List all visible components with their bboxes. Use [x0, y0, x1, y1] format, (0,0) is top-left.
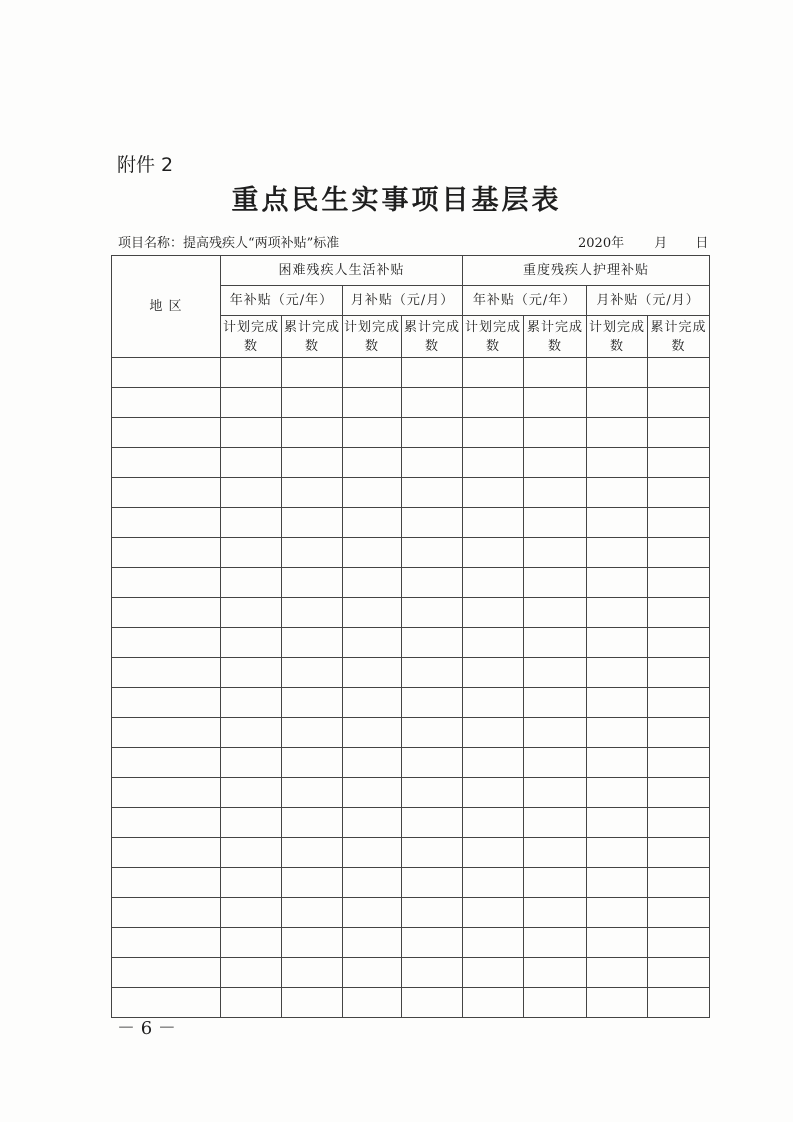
value-cell: [524, 448, 587, 478]
value-cell: [343, 778, 402, 808]
value-cell: [282, 808, 343, 838]
value-cell: [343, 958, 402, 988]
value-cell: [587, 898, 648, 928]
value-cell: [587, 628, 648, 658]
report-date: [578, 232, 708, 251]
value-cell: [282, 478, 343, 508]
value-cell: [524, 898, 587, 928]
table-row: [112, 628, 710, 658]
value-cell: [524, 508, 587, 538]
column-header: 累计完成数: [402, 316, 463, 358]
region-cell: [112, 748, 221, 778]
value-cell: [343, 838, 402, 868]
value-cell: [463, 928, 524, 958]
value-cell: [282, 358, 343, 388]
value-cell: [587, 928, 648, 958]
value-cell: [648, 718, 710, 748]
value-cell: [587, 358, 648, 388]
table-row: [112, 358, 710, 388]
value-cell: [463, 418, 524, 448]
value-cell: [221, 838, 282, 868]
value-cell: [282, 838, 343, 868]
value-cell: [343, 598, 402, 628]
table-row: [112, 838, 710, 868]
value-cell: [648, 928, 710, 958]
value-cell: [343, 538, 402, 568]
value-cell: [402, 838, 463, 868]
value-cell: [282, 508, 343, 538]
value-cell: [343, 478, 402, 508]
value-cell: [463, 388, 524, 418]
value-cell: [402, 448, 463, 478]
value-cell: [402, 868, 463, 898]
table-row: [112, 898, 710, 928]
value-cell: [524, 838, 587, 868]
column-header: 累计完成数: [524, 316, 587, 358]
table-row: [112, 508, 710, 538]
value-cell: [221, 388, 282, 418]
value-cell: [221, 508, 282, 538]
value-cell: [221, 448, 282, 478]
table-row: [112, 688, 710, 718]
value-cell: [402, 688, 463, 718]
value-cell: [648, 868, 710, 898]
column-header: 计划完成数: [221, 316, 282, 358]
value-cell: [587, 658, 648, 688]
value-cell: [343, 748, 402, 778]
value-cell: [282, 388, 343, 418]
table-row: [112, 418, 710, 448]
table-row: [112, 538, 710, 568]
value-cell: [402, 928, 463, 958]
value-cell: [648, 748, 710, 778]
value-cell: [648, 898, 710, 928]
region-cell: [112, 778, 221, 808]
table-row: [112, 808, 710, 838]
value-cell: [402, 748, 463, 778]
table-row: [112, 958, 710, 988]
value-cell: [524, 628, 587, 658]
date-year: 2020年: [578, 236, 625, 251]
value-cell: [343, 658, 402, 688]
region-cell: [112, 868, 221, 898]
value-cell: [587, 748, 648, 778]
region-cell: [112, 598, 221, 628]
value-cell: [463, 958, 524, 988]
value-cell: [524, 718, 587, 748]
value-cell: [524, 418, 587, 448]
value-cell: [221, 748, 282, 778]
value-cell: [587, 598, 648, 628]
value-cell: [343, 718, 402, 748]
value-cell: [402, 358, 463, 388]
value-cell: [343, 808, 402, 838]
region-cell: [112, 388, 221, 418]
value-cell: [343, 928, 402, 958]
value-cell: [463, 718, 524, 748]
value-cell: [343, 508, 402, 538]
value-cell: [524, 598, 587, 628]
value-cell: [648, 658, 710, 688]
value-cell: [343, 388, 402, 418]
value-cell: [524, 748, 587, 778]
value-cell: [587, 718, 648, 748]
value-cell: [524, 988, 587, 1018]
region-cell: [112, 838, 221, 868]
value-cell: [282, 748, 343, 778]
value-cell: [282, 988, 343, 1018]
value-cell: [463, 838, 524, 868]
value-cell: [221, 928, 282, 958]
value-cell: [343, 568, 402, 598]
value-cell: [282, 568, 343, 598]
value-cell: [648, 388, 710, 418]
value-cell: [463, 808, 524, 838]
column-header: 累计完成数: [282, 316, 343, 358]
region-cell: [112, 538, 221, 568]
value-cell: [648, 688, 710, 718]
value-cell: [648, 508, 710, 538]
value-cell: [343, 448, 402, 478]
value-cell: [463, 898, 524, 928]
value-cell: [282, 718, 343, 748]
value-cell: [402, 718, 463, 748]
project-name: 项目名称：提高残疾人“两项补贴”标准: [118, 236, 340, 251]
column-header: 计划完成数: [587, 316, 648, 358]
value-cell: [463, 478, 524, 508]
region-cell: [112, 508, 221, 538]
value-cell: [402, 508, 463, 538]
column-header: 累计完成数: [648, 316, 710, 358]
value-cell: [524, 928, 587, 958]
subgroup-header: 月补贴（元/月）: [587, 286, 710, 316]
value-cell: [282, 448, 343, 478]
value-cell: [648, 418, 710, 448]
value-cell: [221, 568, 282, 598]
value-cell: [463, 568, 524, 598]
table-row: [112, 448, 710, 478]
value-cell: [587, 958, 648, 988]
table-row: [112, 658, 710, 688]
value-cell: [587, 808, 648, 838]
table-row: [112, 868, 710, 898]
value-cell: [524, 808, 587, 838]
value-cell: [524, 868, 587, 898]
value-cell: [282, 928, 343, 958]
value-cell: [282, 418, 343, 448]
report-table: [111, 255, 710, 1018]
column-header: 计划完成数: [463, 316, 524, 358]
group-header: 重度残疾人护理补贴: [463, 256, 710, 286]
table-row: [112, 718, 710, 748]
region-cell: [112, 628, 221, 658]
value-cell: [343, 898, 402, 928]
value-cell: [524, 778, 587, 808]
table-row: [112, 388, 710, 418]
value-cell: [587, 688, 648, 718]
value-cell: [221, 538, 282, 568]
value-cell: [221, 628, 282, 658]
value-cell: [463, 868, 524, 898]
value-cell: [463, 658, 524, 688]
value-cell: [463, 628, 524, 658]
value-cell: [221, 688, 282, 718]
subgroup-header: 年补贴（元/年）: [221, 286, 343, 316]
value-cell: [463, 988, 524, 1018]
region-cell: [112, 958, 221, 988]
region-cell: [112, 718, 221, 748]
region-cell: [112, 808, 221, 838]
value-cell: [343, 628, 402, 658]
value-cell: [343, 358, 402, 388]
region-cell: [112, 418, 221, 448]
value-cell: [524, 358, 587, 388]
table-row: [112, 928, 710, 958]
value-cell: [402, 538, 463, 568]
value-cell: [648, 808, 710, 838]
value-cell: [587, 418, 648, 448]
value-cell: [648, 598, 710, 628]
value-cell: [463, 448, 524, 478]
value-cell: [402, 478, 463, 508]
value-cell: [587, 388, 648, 418]
region-cell: [112, 928, 221, 958]
attachment-label: 附件 2: [117, 154, 174, 176]
region-cell: [112, 568, 221, 598]
value-cell: [221, 958, 282, 988]
value-cell: [221, 418, 282, 448]
value-cell: [524, 688, 587, 718]
value-cell: [524, 568, 587, 598]
region-cell: [112, 898, 221, 928]
value-cell: [343, 418, 402, 448]
value-cell: [221, 478, 282, 508]
value-cell: [402, 808, 463, 838]
value-cell: [221, 868, 282, 898]
value-cell: [648, 358, 710, 388]
value-cell: [282, 898, 343, 928]
value-cell: [343, 868, 402, 898]
region-cell: [112, 448, 221, 478]
value-cell: [463, 538, 524, 568]
value-cell: [402, 568, 463, 598]
value-cell: [463, 688, 524, 718]
region-cell: [112, 688, 221, 718]
value-cell: [221, 808, 282, 838]
value-cell: [524, 958, 587, 988]
value-cell: [221, 598, 282, 628]
value-cell: [524, 388, 587, 418]
date-day: 日: [695, 236, 709, 251]
value-cell: [463, 598, 524, 628]
value-cell: [282, 658, 343, 688]
table-row: [112, 568, 710, 598]
value-cell: [282, 538, 343, 568]
value-cell: [648, 448, 710, 478]
value-cell: [463, 508, 524, 538]
page-number: － 6 －: [117, 1018, 176, 1039]
value-cell: [463, 358, 524, 388]
value-cell: [524, 658, 587, 688]
region-cell: [112, 358, 221, 388]
value-cell: [648, 628, 710, 658]
value-cell: [343, 988, 402, 1018]
value-cell: [282, 628, 343, 658]
value-cell: [402, 778, 463, 808]
value-cell: [524, 538, 587, 568]
value-cell: [648, 538, 710, 568]
value-cell: [402, 598, 463, 628]
value-cell: [402, 418, 463, 448]
table-row: [112, 988, 710, 1018]
table-row: [112, 778, 710, 808]
value-cell: [587, 988, 648, 1018]
value-cell: [221, 988, 282, 1018]
value-cell: [587, 868, 648, 898]
group-header: 困难残疾人生活补贴: [221, 256, 463, 286]
value-cell: [587, 448, 648, 478]
value-cell: [463, 778, 524, 808]
value-cell: [221, 718, 282, 748]
value-cell: [587, 508, 648, 538]
value-cell: [402, 388, 463, 418]
value-cell: [463, 748, 524, 778]
value-cell: [648, 778, 710, 808]
value-cell: [587, 538, 648, 568]
value-cell: [402, 658, 463, 688]
value-cell: [402, 628, 463, 658]
region-cell: [112, 478, 221, 508]
value-cell: [587, 838, 648, 868]
value-cell: [587, 778, 648, 808]
table-row: [112, 598, 710, 628]
value-cell: [648, 478, 710, 508]
region-cell: [112, 988, 221, 1018]
value-cell: [402, 958, 463, 988]
table-row: [112, 748, 710, 778]
value-cell: [282, 688, 343, 718]
table-row: [112, 478, 710, 508]
region-cell: [112, 658, 221, 688]
value-cell: [282, 598, 343, 628]
value-cell: [282, 868, 343, 898]
date-month: 月: [654, 236, 668, 251]
value-cell: [648, 838, 710, 868]
value-cell: [587, 478, 648, 508]
value-cell: [524, 478, 587, 508]
page-title: 重点民生实事项目基层表: [231, 185, 562, 216]
value-cell: [343, 688, 402, 718]
value-cell: [221, 898, 282, 928]
value-cell: [221, 358, 282, 388]
value-cell: [402, 898, 463, 928]
value-cell: [587, 568, 648, 598]
value-cell: [282, 958, 343, 988]
value-cell: [648, 568, 710, 598]
value-cell: [648, 988, 710, 1018]
value-cell: [402, 988, 463, 1018]
subgroup-header: 年补贴（元/年）: [463, 286, 587, 316]
value-cell: [648, 958, 710, 988]
subgroup-header: 月补贴（元/月）: [343, 286, 463, 316]
value-cell: [282, 778, 343, 808]
region-header: 地 区: [112, 256, 221, 358]
value-cell: [221, 658, 282, 688]
column-header: 计划完成数: [343, 316, 402, 358]
value-cell: [221, 778, 282, 808]
